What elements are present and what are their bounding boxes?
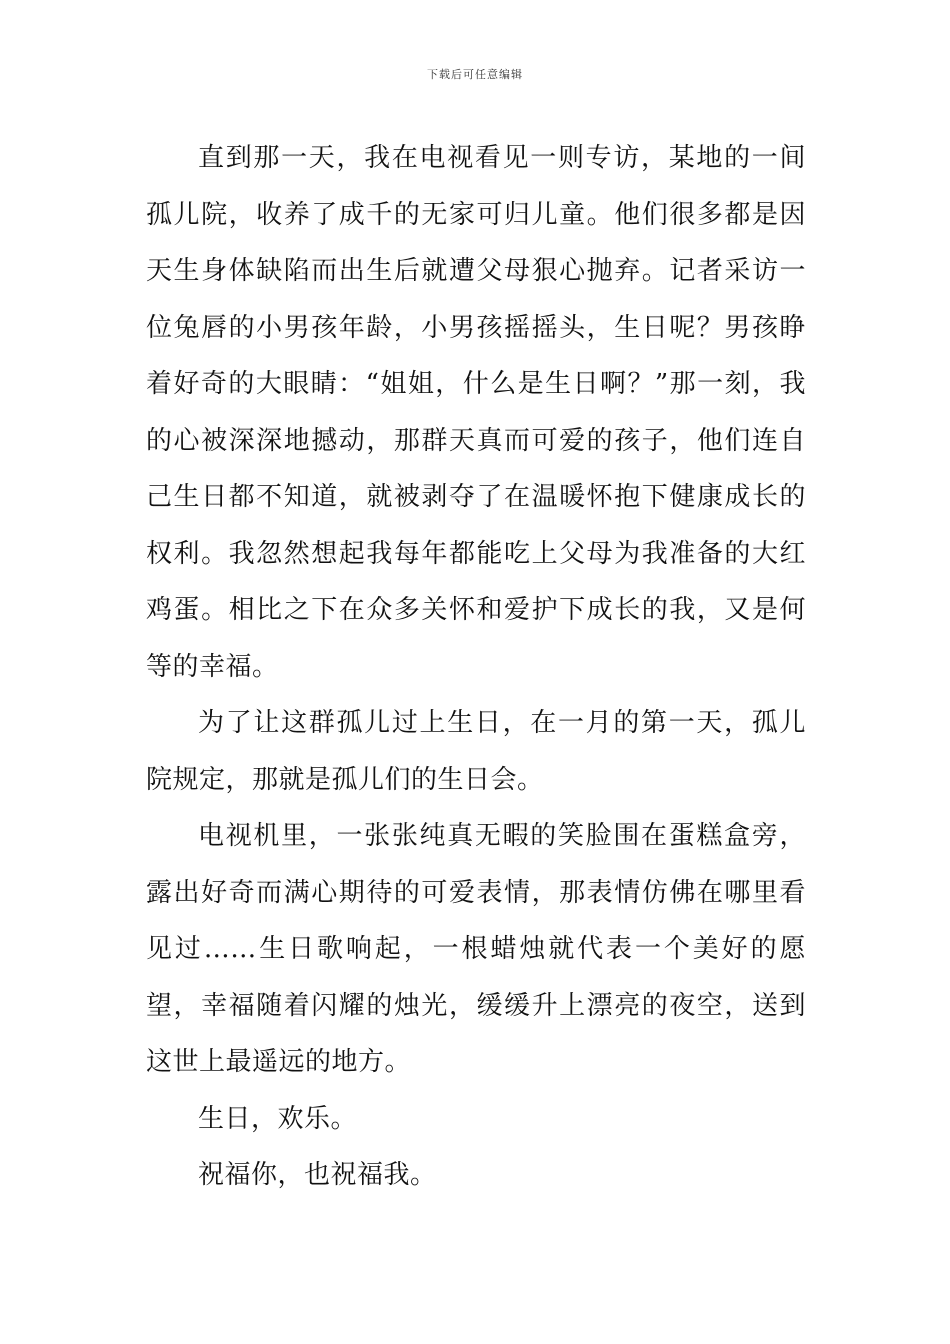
paragraph-1: 直到那一天，我在电视看见一则专访，某地的一间孤儿院，收养了成千的无家可归儿童。他们很多都是因天生身体缺陷而出生后就遭父母狠心抛弃。记者采访一位兔唇的小男孩年龄，小男孩摇摇头，生日呢？男孩睁着好奇的大眼睛：“姐姐，什么是生日啊？”那一刻，我的心被深深地撼动，那群天真而可爱的孩子，他们连自己生日都不知道，就被剥夺了在温暖怀抱下健康成长的权利。我忽然想起我每年都能吃上父母为我准备的大红鸡蛋。相比之下在众多关怀和爱护下成长的我，又是何等的幸福。: [146, 143, 806, 682]
paragraph-2: 为了让这群孤儿过上生日，在一月的第一天，孤儿院规定，那就是孤儿们的生日会。: [146, 708, 806, 795]
paragraph-5: 祝福你，也祝福我。: [198, 1160, 437, 1190]
paragraph-4: 生日，欢乐。: [198, 1103, 358, 1134]
header-note: 下载后可任意编辑: [427, 68, 523, 81]
paragraph-3: 电视机里，一张张纯真无暇的笑脸围在蛋糕盒旁，露出好奇而满心期待的可爱表情，那表情仿佛在哪里看见过……生日歌响起，一根蜡烛就代表一个美好的愿望，幸福随着闪耀的烛光，缓缓升上漂亮的夜空，送到这世上最遥远的地方。: [146, 821, 806, 1077]
article-body: [146, 130, 806, 1204]
